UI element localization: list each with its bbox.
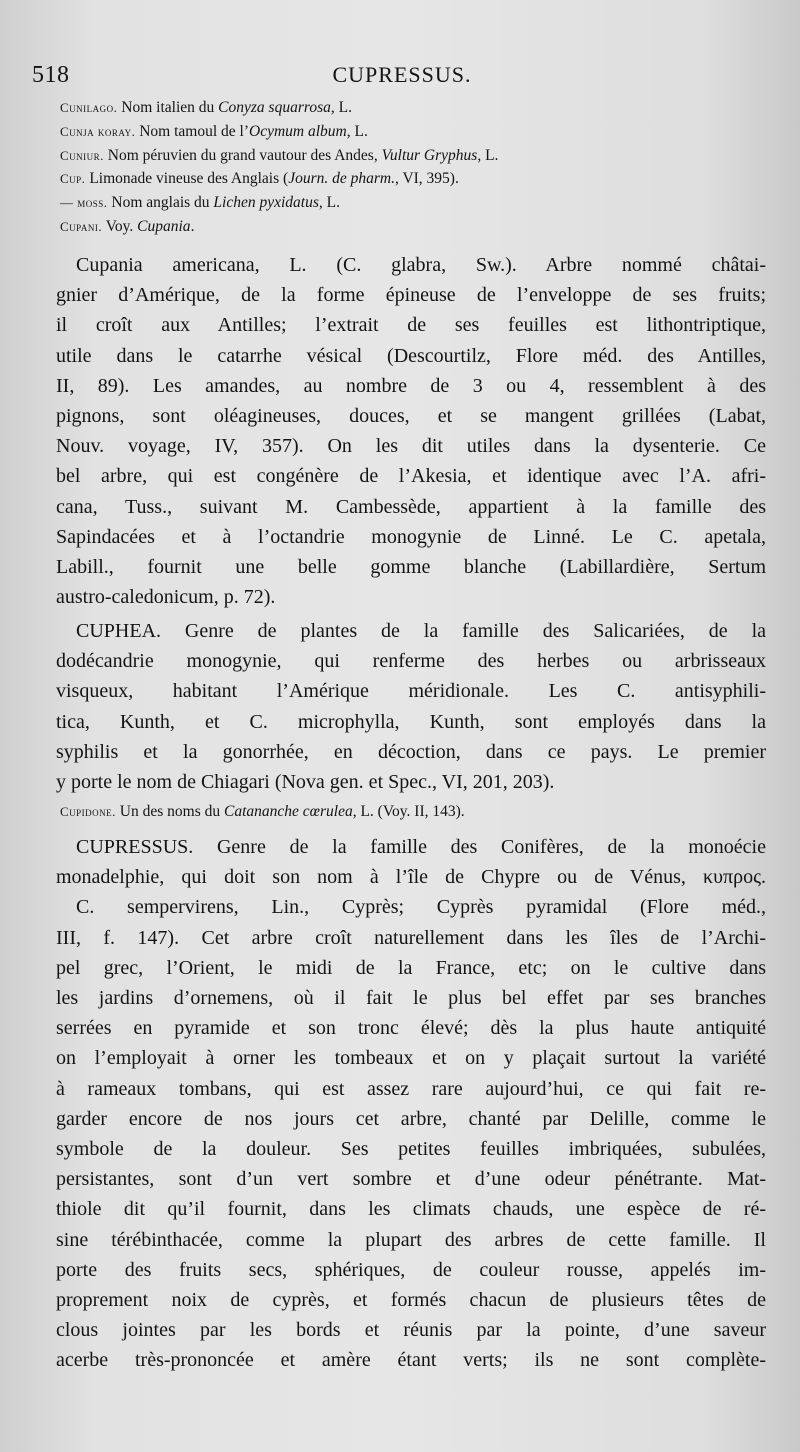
text-line: CUPHEA. Genre de plantes de la famille des Salicariées, de la xyxy=(76,620,766,642)
entry-cuniur: Cuniur. Nom péruvien du grand vautour des Andes, Vultur Gryphus, L. xyxy=(60,146,499,164)
text-line: visqueux, habitant l’Amérique méridionale. Les C. antisyphili- xyxy=(56,680,766,703)
text-line: tica, Kunth, et C. microphylla, Kunth, sont employés dans la xyxy=(56,710,766,733)
text-line: pel grec, l’Orient, le midi de la France, etc; on le cultive dans xyxy=(56,956,766,979)
text-line: II, 89). Les amandes, au nombre de 3 ou 4, ressemblent à des xyxy=(56,374,766,397)
entry-cupidone: Cupidone. Un des noms du Catananche cœrulea, L. (Voy. II, 143). xyxy=(60,803,465,820)
text-line: Cupania americana, L. (C. glabra, Sw.). Arbre nommé châtai- xyxy=(76,254,766,276)
text-line: Sapindacées et à l’octandrie monogynie de Linné. Le C. apetala, xyxy=(56,525,766,548)
text-line: clous jointes par les bords et réunis par la pointe, d’une saveur xyxy=(56,1319,766,1342)
entry-cupania xyxy=(56,250,766,612)
text-line: il croît aux Antilles; l’extrait de ses feuilles est lithontriptique, xyxy=(56,314,766,337)
text-line: pignons, sont oléagineuses, douces, et se mangent grillées (Labat, xyxy=(56,405,766,428)
text-line: y porte le nom de Chiagari (Nova gen. et Spec., VI, 201, 203). xyxy=(56,771,555,794)
text-line: cana, Tuss., suivant M. Cambessède, appartient à la famille des xyxy=(56,495,766,518)
text-line: proprement noix de cyprès, et formés chacun de plusieurs têtes de xyxy=(56,1289,766,1312)
text-line: à rameaux tombans, qui est assez rare aujourd’hui, ce qui fait re- xyxy=(56,1077,766,1100)
text-line: C. sempervirens, Lin., Cyprès; Cyprès pyramidal (Flore méd., xyxy=(76,896,766,919)
text-line: gnier d’Amérique, de la forme épineuse de l’enveloppe de ses fruits; xyxy=(56,284,766,307)
text-line: persistantes, sont d’un vert sombre et d’une odeur pénétrante. Mat- xyxy=(56,1168,766,1191)
page-number: 518 xyxy=(32,62,70,88)
text-line: les jardins d’ornemens, où il fait le plus bel effet par ses branches xyxy=(56,987,766,1010)
text-line: garder encore de nos jours cet arbre, chanté par Delille, comme le xyxy=(56,1107,766,1130)
entry-cupani: Cupani. Voy. Cupania. xyxy=(60,217,195,235)
text-line: Nouv. voyage, IV, 357). On les dit utiles dans la dysenterie. Ce xyxy=(56,435,766,458)
text-line: serrées en pyramide et son tronc élevé; dès la plus haute antiquité xyxy=(56,1017,766,1040)
text-line: acerbe très-prononcée et amère étant verts; ils ne sont complète- xyxy=(56,1349,766,1372)
text-line: utile dans le catarrhe vésical (Descourtilz, Flore méd. des Antilles, xyxy=(56,344,766,367)
entry-cup-moss: — moss. Nom anglais du Lichen pyxidatus, L. xyxy=(60,194,340,212)
text-line: dodécandrie monogynie, qui renferme des herbes ou arbrisseaux xyxy=(56,650,766,673)
text-line: sine térébinthacée, comme la plupart des arbres de cette famille. Il xyxy=(56,1228,766,1251)
text-line: bel arbre, qui est congénère de l’Akesia, et identique avec l’A. afri- xyxy=(56,465,766,488)
running-title: CUPRESSUS. xyxy=(332,62,472,87)
text-line: monadelphie, qui doit son nom à l’île de Chypre ou de Vénus, κυπρος. xyxy=(56,866,766,889)
text-line: porte des fruits secs, sphériques, de couleur rousse, appelés im- xyxy=(56,1258,766,1281)
page-header xyxy=(32,62,772,92)
text-line: CUPRESSUS. Genre de la famille des Conifères, de la monoécie xyxy=(76,836,766,858)
short-entries xyxy=(56,96,766,239)
text-line: Labill., fournit une belle gomme blanche (Labillardière, Sertum xyxy=(56,556,766,579)
text-line: III, f. 147). Cet arbre croît naturellement dans les îles de l’Archi- xyxy=(56,926,766,949)
entry-cunilago: Cunilago. Nom italien du Conyza squarrosa, L. xyxy=(60,99,352,116)
entry-cuphea xyxy=(56,616,766,797)
text-line: thiole dit qu’il fournit, dans les climats chauds, une espèce de ré- xyxy=(56,1198,766,1221)
entry-cup: Cup. Limonade vineuse des Anglais (Journ. de pharm., VI, 395). xyxy=(60,170,459,188)
text-line: symbole de la douleur. Ses petites feuilles imbriquées, subulées, xyxy=(56,1138,766,1161)
text-line: syphilis et la gonorrhée, en décoction, dans ce pays. Le premier xyxy=(56,740,766,763)
text-line: on l’employait à orner les tombeaux et on y plaçait surtout la variété xyxy=(56,1047,766,1070)
entry-cupressus xyxy=(56,832,766,1376)
entry-cunja-koray: Cunja koray. Nom tamoul de l’Ocymum album, L. xyxy=(60,122,368,140)
text-line: austro-caledonicum, p. 72). xyxy=(56,586,276,609)
